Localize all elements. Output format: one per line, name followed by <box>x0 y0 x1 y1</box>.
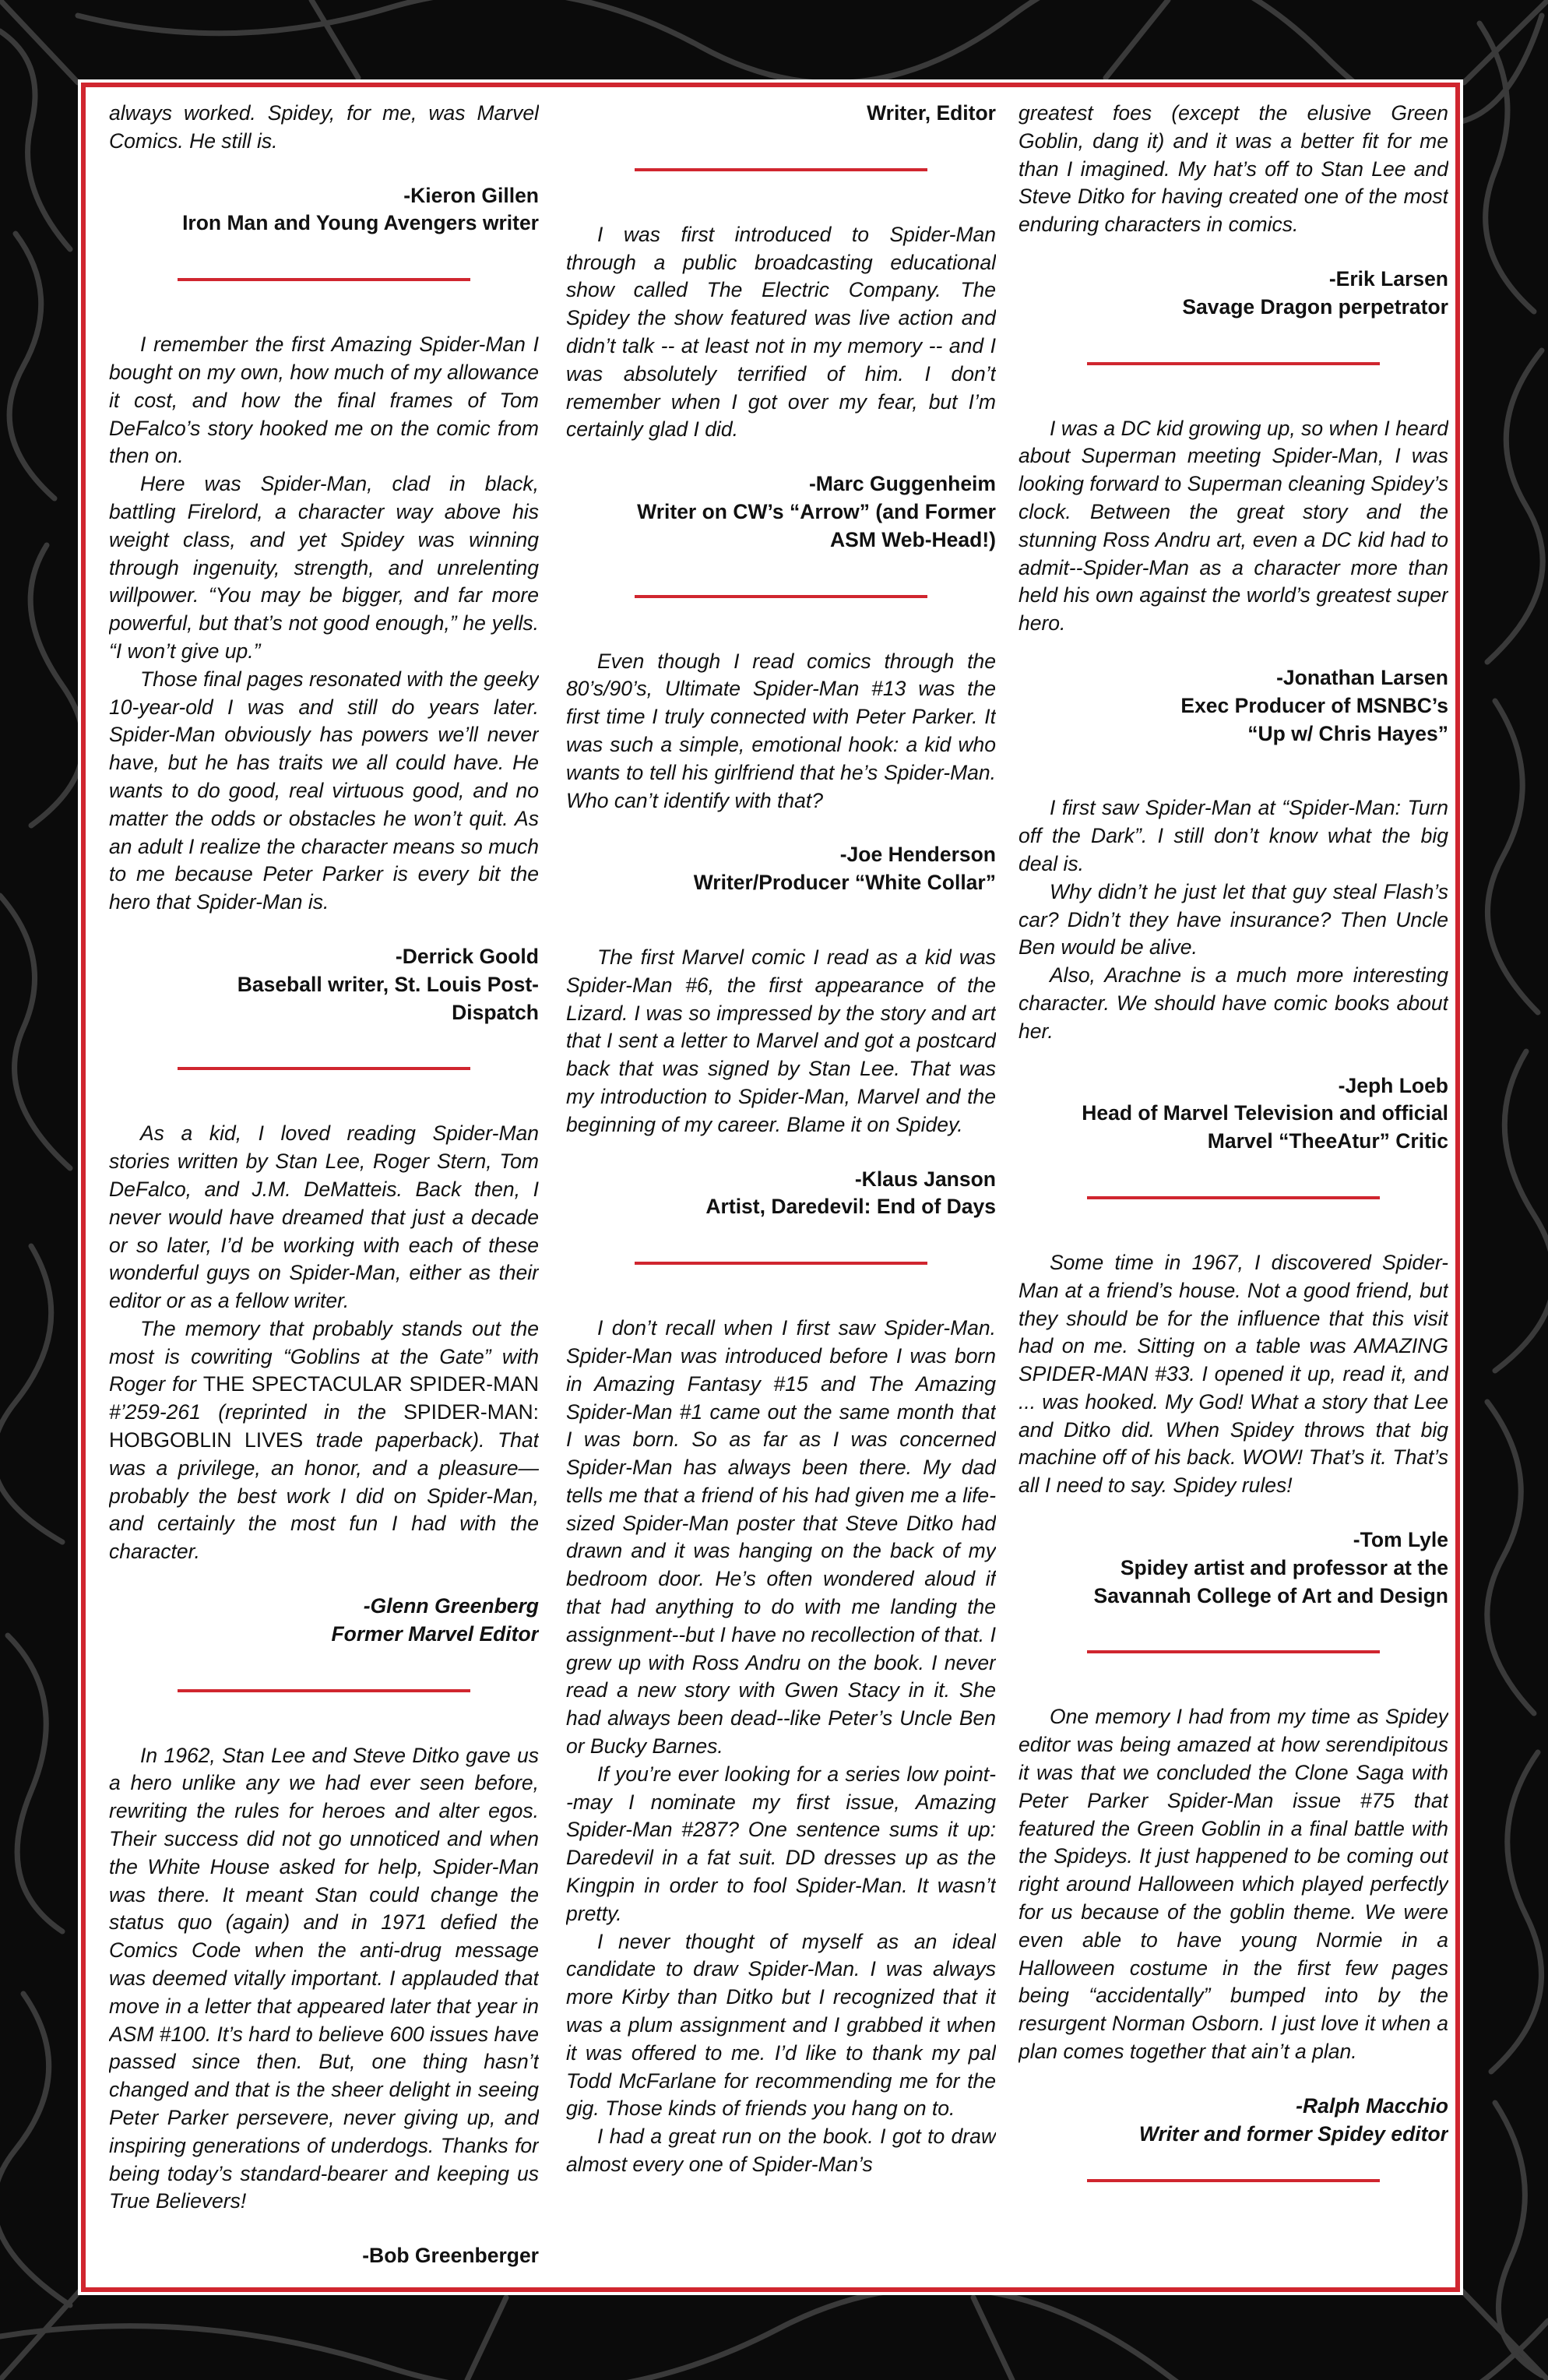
author-title: Savage Dragon perpetrator <box>1182 294 1448 319</box>
author-name: -Tom Lyle <box>1353 1528 1448 1552</box>
section-divider <box>178 278 470 281</box>
attribution <box>1019 266 1448 322</box>
entry-text: I never thought of myself as an ideal candidate to draw Spider-Man. I was always more Kirby than Ditko but I recognized that it was a plum assignment and I grabbed it when it was offered to me. I’d like to thank my pal Todd McFarlane for recommending me for the gig. Those kinds of friends you hang on to. <box>566 1929 996 2121</box>
entry-henderson <box>566 648 996 897</box>
entry-erik-larsen <box>1019 100 1448 322</box>
entry-lyle <box>1019 1249 1448 1611</box>
comic-title: SPIDER-MAN: HOBGOBLIN LIVES <box>109 1400 539 1452</box>
section-divider <box>1087 1196 1380 1199</box>
entry-goold <box>109 331 539 1026</box>
author-title: “Up w/ Chris Hayes” <box>1247 721 1448 745</box>
entry-text: As a kid, I loved reading Spider-Man stories written by Stan Lee, Roger Stern, Tom DeFalco, and J.M. DeMatteis. Back then, I never would have dreamed that just a decade or so later, I’d be working with each of these wonderful guys on Spider-Man, either as their editor or as a fellow writer. <box>109 1121 539 1313</box>
entry-macchio <box>1019 1703 1448 2148</box>
attribution <box>109 1593 539 1649</box>
text-run: trade paperback). That was a privilege, an honor, and a pleasure—probably the best work I did on Spider-Man, and certainly the most fun I had with the character. <box>109 1428 539 1564</box>
entry-text: I first saw Spider-Man at “Spider-Man: Turn off the Dark”. I still don’t know what the big deal is. <box>1019 796 1448 875</box>
author-name: -Derrick Goold <box>395 944 539 968</box>
author-title: Writer and former Spidey editor <box>1138 2121 1448 2146</box>
entry-loeb <box>1019 794 1448 1156</box>
column-2 <box>566 100 996 2280</box>
section-divider <box>635 168 927 171</box>
author-name: -Kieron Gillen <box>403 183 539 207</box>
spacer <box>566 897 996 944</box>
author-title: Writer on CW’s “Arrow” (and Former ASM Web-Head!) <box>637 499 996 551</box>
author-name: -Joe Henderson <box>839 843 996 867</box>
attribution <box>1019 2093 1448 2149</box>
entry-text: In 1962, Stan Lee and Steve Ditko gave us a hero unlike any we had ever seen before, rewriting the rules for heroes and alter egos. Their success did not go unnoticed and when the White House asked for help, Spider-Man was there. It meant Stan could change the status quo (again) and in 1971 defied the Comics Code when the anti-drug message was deemed vitally important. I applauded that move in a letter that appeared later that year in ASM #100. It’s hard to believe 600 issues have passed since then. But, one thing hasn’t changed and that is the sheer delight in seeing Peter Parker persevere, never giving up, and inspiring generations of underdogs. Thanks for being today’s standard-bearer and keeping us True Believers! <box>109 1743 539 2213</box>
entry-text: Some time in 1967, I discovered Spider-Man at a friend’s house. Not a good friend, but they should be for the influence that this visit had on me. Sitting on a table was AMAZING SPIDER-MAN #33. I opened it up, read it, and ... was hooked. My God! What a story that Lee and Ditko did. When Spidey throws that big machine off of his back. WOW! That’s it. That’s all I need to say. Spidey rules! <box>1019 1250 1448 1498</box>
author-name: -Bob Greenberger <box>362 2244 539 2268</box>
entry-greenberg-glenn <box>109 1120 539 1648</box>
entry-text: Even though I read comics through the 80’s/90’s, Ultimate Spider-Man #13 was the first time I truly connected with Peter Parker. It was such a simple, emotional hook: a kid who wants to tell his girlfriend that he’s Spider-Man. Who can’t identify with that? <box>566 649 996 812</box>
entry-text <box>109 1315 539 1566</box>
attribution <box>566 1166 996 1222</box>
section-divider <box>1087 362 1380 365</box>
spacer <box>1019 748 1448 794</box>
section-divider <box>1087 1650 1380 1653</box>
text-run: The memory that probably stands out the most is cowriting “Goblins at the Gate” with Roger for <box>109 1316 539 1396</box>
entry-text: Those final pages resonated with the geeky 10-year-old I was and still do years later. Spider-Man obviously has powers we’ll never have, but he has traits we all could have. He wants to do good, real virtuous good, and no matter the odds or obstacles he won’t quit. As an adult I realize the character means so much to me because Peter Parker is every bit the hero that Spider-Man is. <box>109 667 539 914</box>
section-divider <box>635 595 927 598</box>
entry-text: Also, Arachne is a much more interesting character. We should have comic books about her. <box>1019 963 1448 1043</box>
text-run: #’259-261 (reprinted in the <box>109 1400 404 1424</box>
author-name: -Glenn Greenberg <box>363 1594 539 1618</box>
author-title: Exec Producer of MSNBC’s <box>1180 693 1448 717</box>
entry-guggenheim <box>566 221 996 555</box>
attribution <box>566 470 996 554</box>
author-title: Baseball writer, St. Louis Post-Dispatch <box>237 972 539 1024</box>
entry-text: always worked. Spidey, for me, was Marvel Comics. He still is. <box>109 101 539 153</box>
entry-janson-continued <box>566 1315 996 2179</box>
entry-text: I don’t recall when I first saw Spider-Man. Spider-Man was introduced before I was born in Amazing Fantasy #15 and The Amazing Spider-Man #1 came out the same month that I was born. So as far as I was concerned Spider-Man has always been there. My dad tells me that a friend of his had given me a life-sized Spider-Man poster that Steve Ditko had drawn and it was hanging on the back of my bedroom door. He’s often wondered aloud if that had anything to do with me landing the assignment--but I have no recollection of that. I grew up with Ross Andru on the book. I never read a new story with Gwen Stacy in it. She had always been dead--like Peter’s Uncle Ben or Bucky Barnes. <box>566 1316 996 1759</box>
section-divider <box>1087 2179 1380 2182</box>
entry-text: Why didn’t he just let that guy steal Flash’s car? Didn’t they have insurance? Then Uncle Ben would be alive. <box>1019 879 1448 959</box>
author-title: Former Marvel Editor <box>331 1621 539 1646</box>
author-title: Head of Marvel Television and official Marvel “TheeAtur” Critic <box>1082 1101 1448 1153</box>
entry-text: Here was Spider-Man, clad in black, battling Firelord, a character way above his weight class, and yet Spidey was winning through ingenuity, strength, and unrelenting willpower. “You may be bigger, and far more powerful, but that’s not good enough,” he yells. “I won’t give up.” <box>109 472 539 663</box>
attribution <box>109 2242 539 2270</box>
section-divider <box>178 1689 470 1692</box>
entry-greenberger <box>109 1742 539 2270</box>
author-title: Iron Man and Young Avengers writer <box>182 211 539 235</box>
author-title: Artist, Daredevil: End of Days <box>705 1195 996 1219</box>
author-name: -Klaus Janson <box>854 1167 996 1191</box>
author-title: Spidey artist and professor at the Savannah College of Art and Design <box>1093 1555 1448 1607</box>
entry-janson <box>566 944 996 1221</box>
entry-text: greatest foes (except the elusive Green Goblin, dang it) and it was a better fit for me than I imagined. My hat’s off to Stan Lee and Steve Ditko for having created one of the most enduring characters in comics. <box>1019 101 1448 237</box>
author-name: -Jonathan Larsen <box>1276 665 1448 689</box>
entry-jonathan-larsen <box>1019 415 1448 748</box>
attribution <box>109 182 539 238</box>
author-title: Writer, Editor <box>867 101 996 125</box>
attribution <box>1019 664 1448 748</box>
entry-gillen <box>109 100 539 238</box>
author-title: Writer/Producer “White Collar” <box>693 871 996 895</box>
attribution <box>1019 1526 1448 1610</box>
column-3 <box>1019 100 1448 2280</box>
article-page <box>81 83 1460 2292</box>
entry-text: If you’re ever looking for a series low point--may I nominate my first issue, Amazing Spider-Man #287? One sentence sums it up: Daredevil in a fat suit. DD dresses up as the Kingpin in order to fool Spider-Man. It wasn’t pretty. <box>566 1762 996 1925</box>
entry-text: I was a DC kid growing up, so when I heard about Superman meeting Spider-Man, I was looking forward to Superman cleaning Spidey’s clock. Between the great story and the stunning Ross Andru art, even a DC kid had to admit--Spider-Man as a character more than held his own against the world’s greatest super hero. <box>1019 416 1448 635</box>
entry-text: I had a great run on the book. I got to draw almost every one of Spider-Man’s <box>566 2125 996 2177</box>
author-name: -Erik Larsen <box>1328 266 1448 290</box>
section-divider <box>178 1067 470 1070</box>
entry-text: One memory I had from my time as Spidey editor was being amazed at how serendipitous it was that we concluded the Clone Saga with Peter Parker Spider-Man issue #75 that featured the Green Goblin in a final battle with the Spideys. It just happened to be coming out right around Halloween which played perfectly for us because of the goblin theme. We were even able to have young Normie in a Halloween costume in the first few pages being “accidentally” bumped into by the resurgent Norman Osborn. I just love it when a plan comes together that ain’t a plan. <box>1019 1705 1448 2064</box>
author-name: -Jeph Loeb <box>1338 1073 1448 1097</box>
attribution <box>1019 1072 1448 1156</box>
entry-text: I was first introduced to Spider-Man through a public broadcasting educational show called The Electric Company. The Spidey the show featured was live action and didn’t talk -- at least not in my memory -- and I was absolutely terrified of him. I don’t remember when I got over my fear, but I’m certainly glad I did. <box>566 222 996 442</box>
entry-text: The first Marvel comic I read as a kid was Spider-Man #6, the first appearance of the Lizard. I was so impressed by the story and art that I sent a letter to Marvel and got a postcard back that was signed by Stan Lee. That was my introduction to Spider-Man, Marvel and the beginning of my career. Blame it on Spidey. <box>566 945 996 1136</box>
attribution <box>109 943 539 1026</box>
attribution <box>566 841 996 897</box>
comic-title: THE SPECTACULAR SPIDER-MAN <box>202 1372 539 1396</box>
author-name: -Ralph Macchio <box>1296 2093 1448 2118</box>
entry-text: I remember the first Amazing Spider-Man I bought on my own, how much of my allowance it cost, and how the final frames of Tom DeFalco’s story hooked me on the comic from then on. <box>109 333 539 468</box>
author-name: -Marc Guggenheim <box>808 472 996 496</box>
section-divider <box>635 1262 927 1265</box>
column-1 <box>109 100 539 2280</box>
